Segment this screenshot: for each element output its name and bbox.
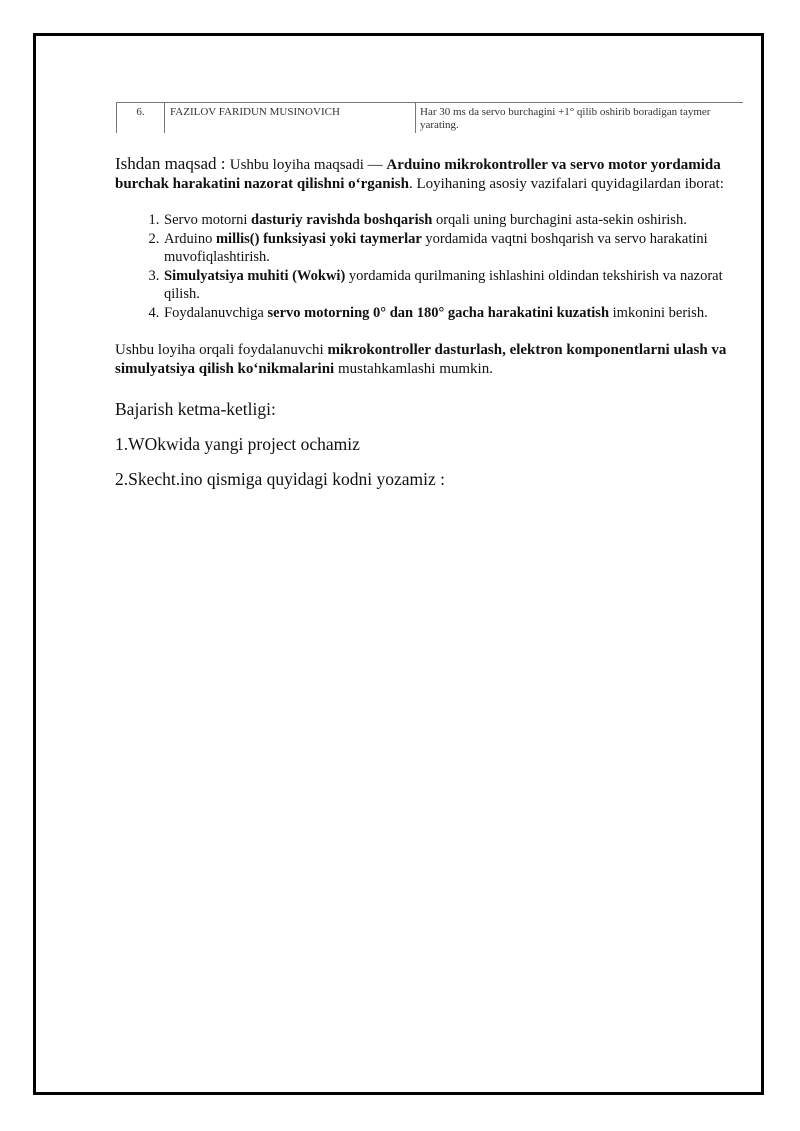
step-2: 2.Skecht.ino qismiga quyidagi kodni yozamiz : bbox=[115, 469, 446, 489]
goal-text-bold: dasturiy ravishda boshqarish bbox=[251, 212, 433, 228]
step-1: 1.WOkwida yangi project ochamiz bbox=[115, 434, 360, 454]
steps-heading: Bajarish ketma-ketligi: bbox=[115, 399, 276, 419]
list-item bbox=[163, 230, 740, 267]
table-cell-number: 6. bbox=[116, 103, 164, 133]
goal-text-post: imkonini berish. bbox=[609, 304, 708, 321]
goals-list bbox=[115, 211, 740, 322]
intro-text-1: Ushbu loyiha maqsadi — bbox=[229, 157, 387, 173]
intro-paragraph bbox=[115, 154, 740, 194]
goal-text-bold: Simulyatsiya muhiti (Wokwi) bbox=[164, 267, 346, 284]
intro-text-2: . Loyihaning asosiy vazifalari quyidagilardan iborat: bbox=[408, 176, 724, 192]
goal-text-pre: Servo motorni bbox=[164, 212, 251, 228]
table-cell-task: Har 30 ms da servo burchagini +1° qilib oshirib boradigan taymer yarating. bbox=[415, 103, 743, 133]
list-item bbox=[163, 267, 740, 304]
goal-text-bold: millis() funksiyasi yoki taymerlar bbox=[215, 230, 422, 247]
intro-heading: Ishdan maqsad : bbox=[115, 154, 230, 173]
outro-text-pre: Ushbu loyiha orqali foydalanuvchi bbox=[115, 342, 328, 358]
intro-bold: Arduino mikrokontroller va servo motor yordamida burchak harakatini nazorat qilishni o‘rganish bbox=[115, 157, 721, 192]
list-item bbox=[163, 211, 740, 230]
table-cell-student-name: FAZILOV FARIDUN MUSINOVICH bbox=[164, 103, 415, 133]
document-body bbox=[115, 154, 740, 490]
outro-text-post: mustahkamlashi mumkin. bbox=[334, 361, 493, 377]
goal-text-post: yordamida vaqtni boshqarish va servo harakatini muvofiqlashtirish. bbox=[164, 230, 708, 265]
outro-paragraph bbox=[115, 341, 740, 379]
outro-text-bold: mikrokontroller dasturlash, elektron komponentlarni ulash va simulyatsiya qilish ko‘nikmalarini bbox=[115, 342, 727, 377]
goal-text-pre: Foydalanuvchiga bbox=[164, 304, 268, 321]
task-table-row bbox=[116, 102, 743, 133]
goal-text-post: orqali uning burchagini asta-sekin oshirish. bbox=[432, 212, 687, 228]
goal-text-bold: servo motorning 0° dan 180° gacha harakatini kuzatish bbox=[267, 304, 610, 321]
goal-text-post: yordamida qurilmaning ishlashini oldindan tekshirish va nazorat qilish. bbox=[164, 267, 723, 302]
list-item bbox=[163, 304, 740, 323]
goal-text-pre: Arduino bbox=[164, 230, 216, 247]
